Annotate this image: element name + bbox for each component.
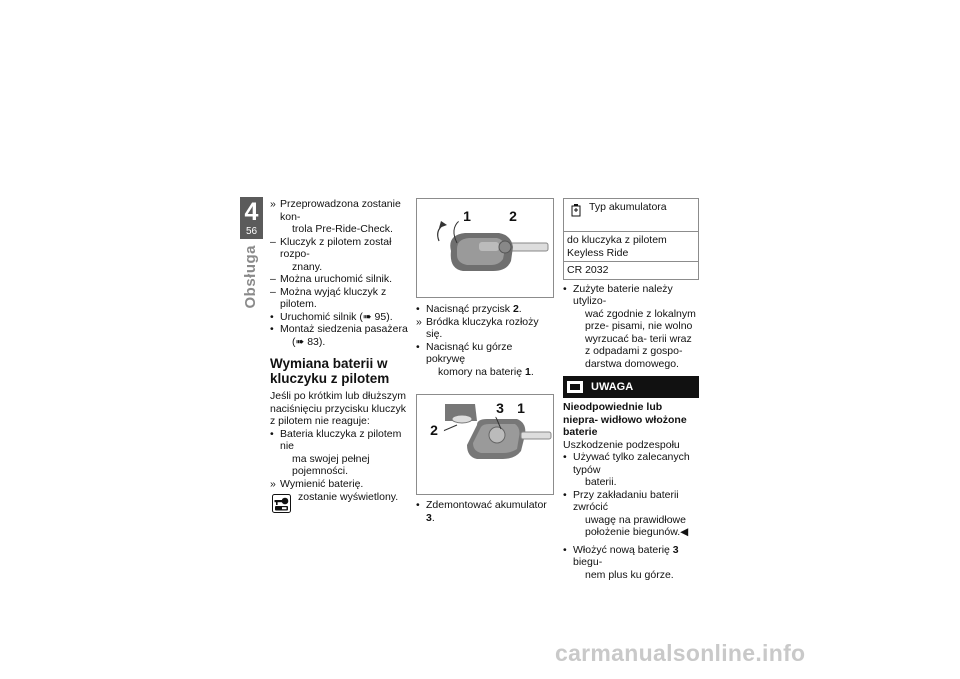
list-item: • Włożyć nową baterię 3 biegu- nem plus ku górze. <box>563 543 679 581</box>
column-1 <box>270 198 408 513</box>
column-2 <box>416 198 553 524</box>
warning-banner <box>563 376 699 398</box>
callout-1: 1 <box>511 398 531 418</box>
spec-label-cell: do kluczyka z pilotem Keyless Ride <box>564 232 699 262</box>
chapter-number: 4 <box>244 198 259 226</box>
key-fob-illustration <box>417 199 553 297</box>
callout-2: 2 <box>424 420 444 440</box>
callout-3: 3 <box>490 398 510 418</box>
warning-heading: Nieodpowiednie lub niepra- widłowo włożone baterie <box>563 401 687 438</box>
key-indicator-row <box>270 491 408 513</box>
list-item: • Montaż siedzenia pasażera (➠ 83). <box>270 323 408 348</box>
list-item: • Uruchomić silnik (➠ 95). <box>270 310 393 323</box>
callout-2: 2 <box>503 206 523 226</box>
list-item: – Można uruchomić silnik. <box>270 273 393 285</box>
list-item: – Kluczyk z pilotem został rozpo- znany. <box>270 235 392 273</box>
list-item: • Przy zakładaniu baterii zwrócić uwagę na prawidłowe położenie biegunów.◀ <box>563 488 689 538</box>
figure-key-open <box>416 198 554 298</box>
list-item: » Bródka kluczyka rozłoży się. <box>416 315 539 340</box>
intro-paragraph: Jeśli po krótkim lub dłuższym naciśnięciu przycisku kluczyk z pilotem nie reaguje: <box>270 390 406 427</box>
key-indicator-icon <box>272 494 291 513</box>
page-number: 56 <box>245 226 258 237</box>
battery-spec-table <box>563 198 699 280</box>
list-item: • Nacisnąć ku górze pokrywę komory na baterię 1. <box>416 340 534 378</box>
warning-hand-icon <box>567 381 583 393</box>
list-item: – Można wyjąć kluczyk z pilotem. <box>270 285 387 310</box>
indicator-text: zostanie wyświetlony. <box>298 491 399 503</box>
spec-value-cell: CR 2032 <box>564 262 699 280</box>
list-item: • Bateria kluczyka z pilotem nie ma swojej pełnej pojemności. <box>270 427 402 477</box>
warning-subtitle: Uszkodzenie podzespołu <box>563 438 680 451</box>
column-3 <box>563 198 699 581</box>
battery-removal-illustration <box>417 395 553 494</box>
watermark: carmanualsonline.info <box>555 640 806 666</box>
list-item: • Zużyte baterie należy utylizo- wać zgodnie z lokalnym prze- pisami, nie wolno wyrzucać ba- terii wraz z odpadami z gospo- darstwa domowego. <box>563 282 696 370</box>
figure-battery-removal <box>416 394 554 495</box>
list-item: » Przeprowadzona zostanie kon- trola Pre-Ride-Check. <box>270 198 401 235</box>
list-item: • Używać tylko zalecanych typów baterii. <box>563 451 690 488</box>
list-item: • Nacisnąć przycisk 2. <box>416 303 522 315</box>
warning-label: UWAGA <box>591 380 634 393</box>
section-heading: Wymiana baterii w kluczyku z pilotem <box>270 356 390 386</box>
list-item: • Zdemontować akumulator 3. <box>416 499 547 524</box>
callout-1: 1 <box>457 206 477 226</box>
battery-icon <box>571 203 581 221</box>
section-title-vertical: Obsługa <box>242 245 259 309</box>
list-item: » Wymienić baterię. <box>270 477 364 490</box>
spec-header-cell: Typ akumulatora <box>564 199 699 232</box>
